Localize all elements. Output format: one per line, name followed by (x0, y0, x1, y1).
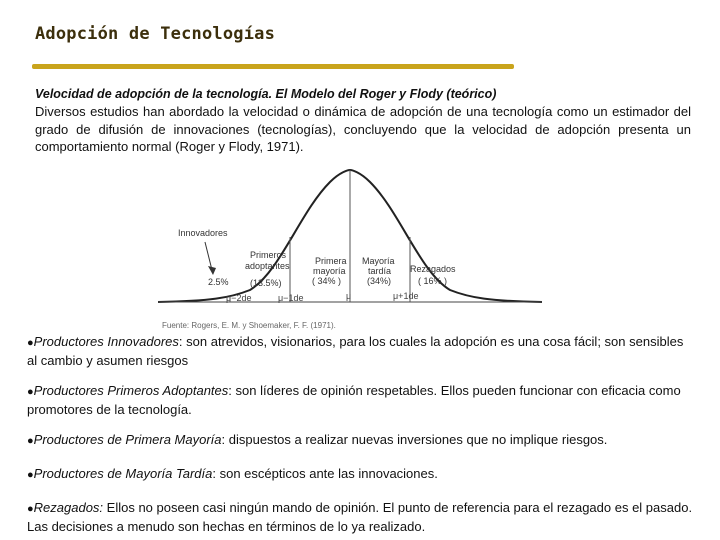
figure-source: Fuente: Rogers, E. M. y Shoemaker, F. F. (1971). (162, 321, 336, 330)
tick-mu-minus-1de: μ−1de (278, 293, 304, 303)
innovadores-arrow (205, 242, 212, 270)
primera-mayoria-label-2: mayoría (313, 266, 346, 276)
bullet-primeros-adoptantes (27, 382, 697, 418)
innovadores-label: Innovadores (178, 228, 228, 238)
mayoria-tardia-label-2: tardía (368, 266, 392, 276)
bullet-text: : son atrevidos, visionarios, para los cuales la adopción es una cosa fácil; son sensibles al cambio y asumen riesgos (27, 334, 684, 368)
mayoria-tardia-label-1: Mayoría (362, 256, 395, 266)
bullet-innovadores (27, 333, 697, 369)
bullet-term: Productores Primeros Adoptantes (33, 383, 229, 398)
innovadores-pct: 2.5% (208, 277, 229, 287)
arrow-head-icon (208, 266, 216, 275)
adoption-curve-figure (150, 152, 590, 332)
bullet-text: Ellos no poseen casi ningún mando de opinión. El punto de referencia para el rezagado es el pasado. Las decisiones a menudo son hechas en términos de lo ya realizado. (27, 500, 693, 534)
primeros-label-2: adoptantes (245, 261, 290, 271)
bullet-dot: ● (27, 386, 34, 398)
tick-mu-minus-2de: μ−2de (226, 293, 252, 303)
bullet-primera-mayoria (27, 431, 697, 450)
tick-mu-plus-1de: μ+1de (393, 291, 419, 301)
tick-mu: μ (346, 291, 352, 301)
rezagados-label: Rezagados (410, 264, 456, 274)
intro-paragraph: Diversos estudios han abordado la velocidad o dinámica de adopción de una tecnología como un estimador del grado de difusión de innovaciones (tecnologías), concluyendo que la velocidad de adopción presenta un comportamiento normal (Roger y Flody, 1971). (35, 104, 691, 154)
bullet-dot: ● (27, 337, 34, 349)
bullet-dot: ● (27, 435, 34, 447)
rezagados-pct: ( 16% ) (418, 276, 448, 286)
bullet-dot: ● (27, 503, 34, 515)
page-title: Adopción de Tecnologías (35, 24, 276, 44)
primera-mayoria-label-1: Primera (315, 256, 347, 266)
section-subtitle: Velocidad de adopción de la tecnología. El Modelo del Roger y Flody (teórico) (35, 87, 497, 101)
title-underline (32, 64, 514, 69)
bullet-term: Productores de Primera Mayoría (33, 432, 222, 447)
primeros-pct: (13.5%) (250, 278, 282, 288)
bullet-text: : dispuestos a realizar nuevas inversiones que no implique riesgos. (221, 432, 608, 447)
bullet-dot: ● (27, 469, 34, 481)
bullet-text: : son escépticos ante las innovaciones. (212, 466, 438, 481)
mayoria-tardia-pct: (34%) (367, 276, 392, 286)
bullet-mayoria-tardia (27, 465, 697, 484)
bullet-rezagados (27, 499, 697, 535)
bullet-term: Productores Innovadores (33, 334, 179, 349)
bullet-term: Productores de Mayoría Tardía (33, 466, 213, 481)
primeros-label-1: Primeros (250, 250, 287, 260)
bullet-term: Rezagados: (33, 500, 104, 515)
bullet-text: : son líderes de opinión respetables. Ellos pueden funcionar con eficacia como promotores de la tecnología. (27, 383, 681, 417)
primera-mayoria-pct: ( 34% ) (312, 276, 342, 286)
